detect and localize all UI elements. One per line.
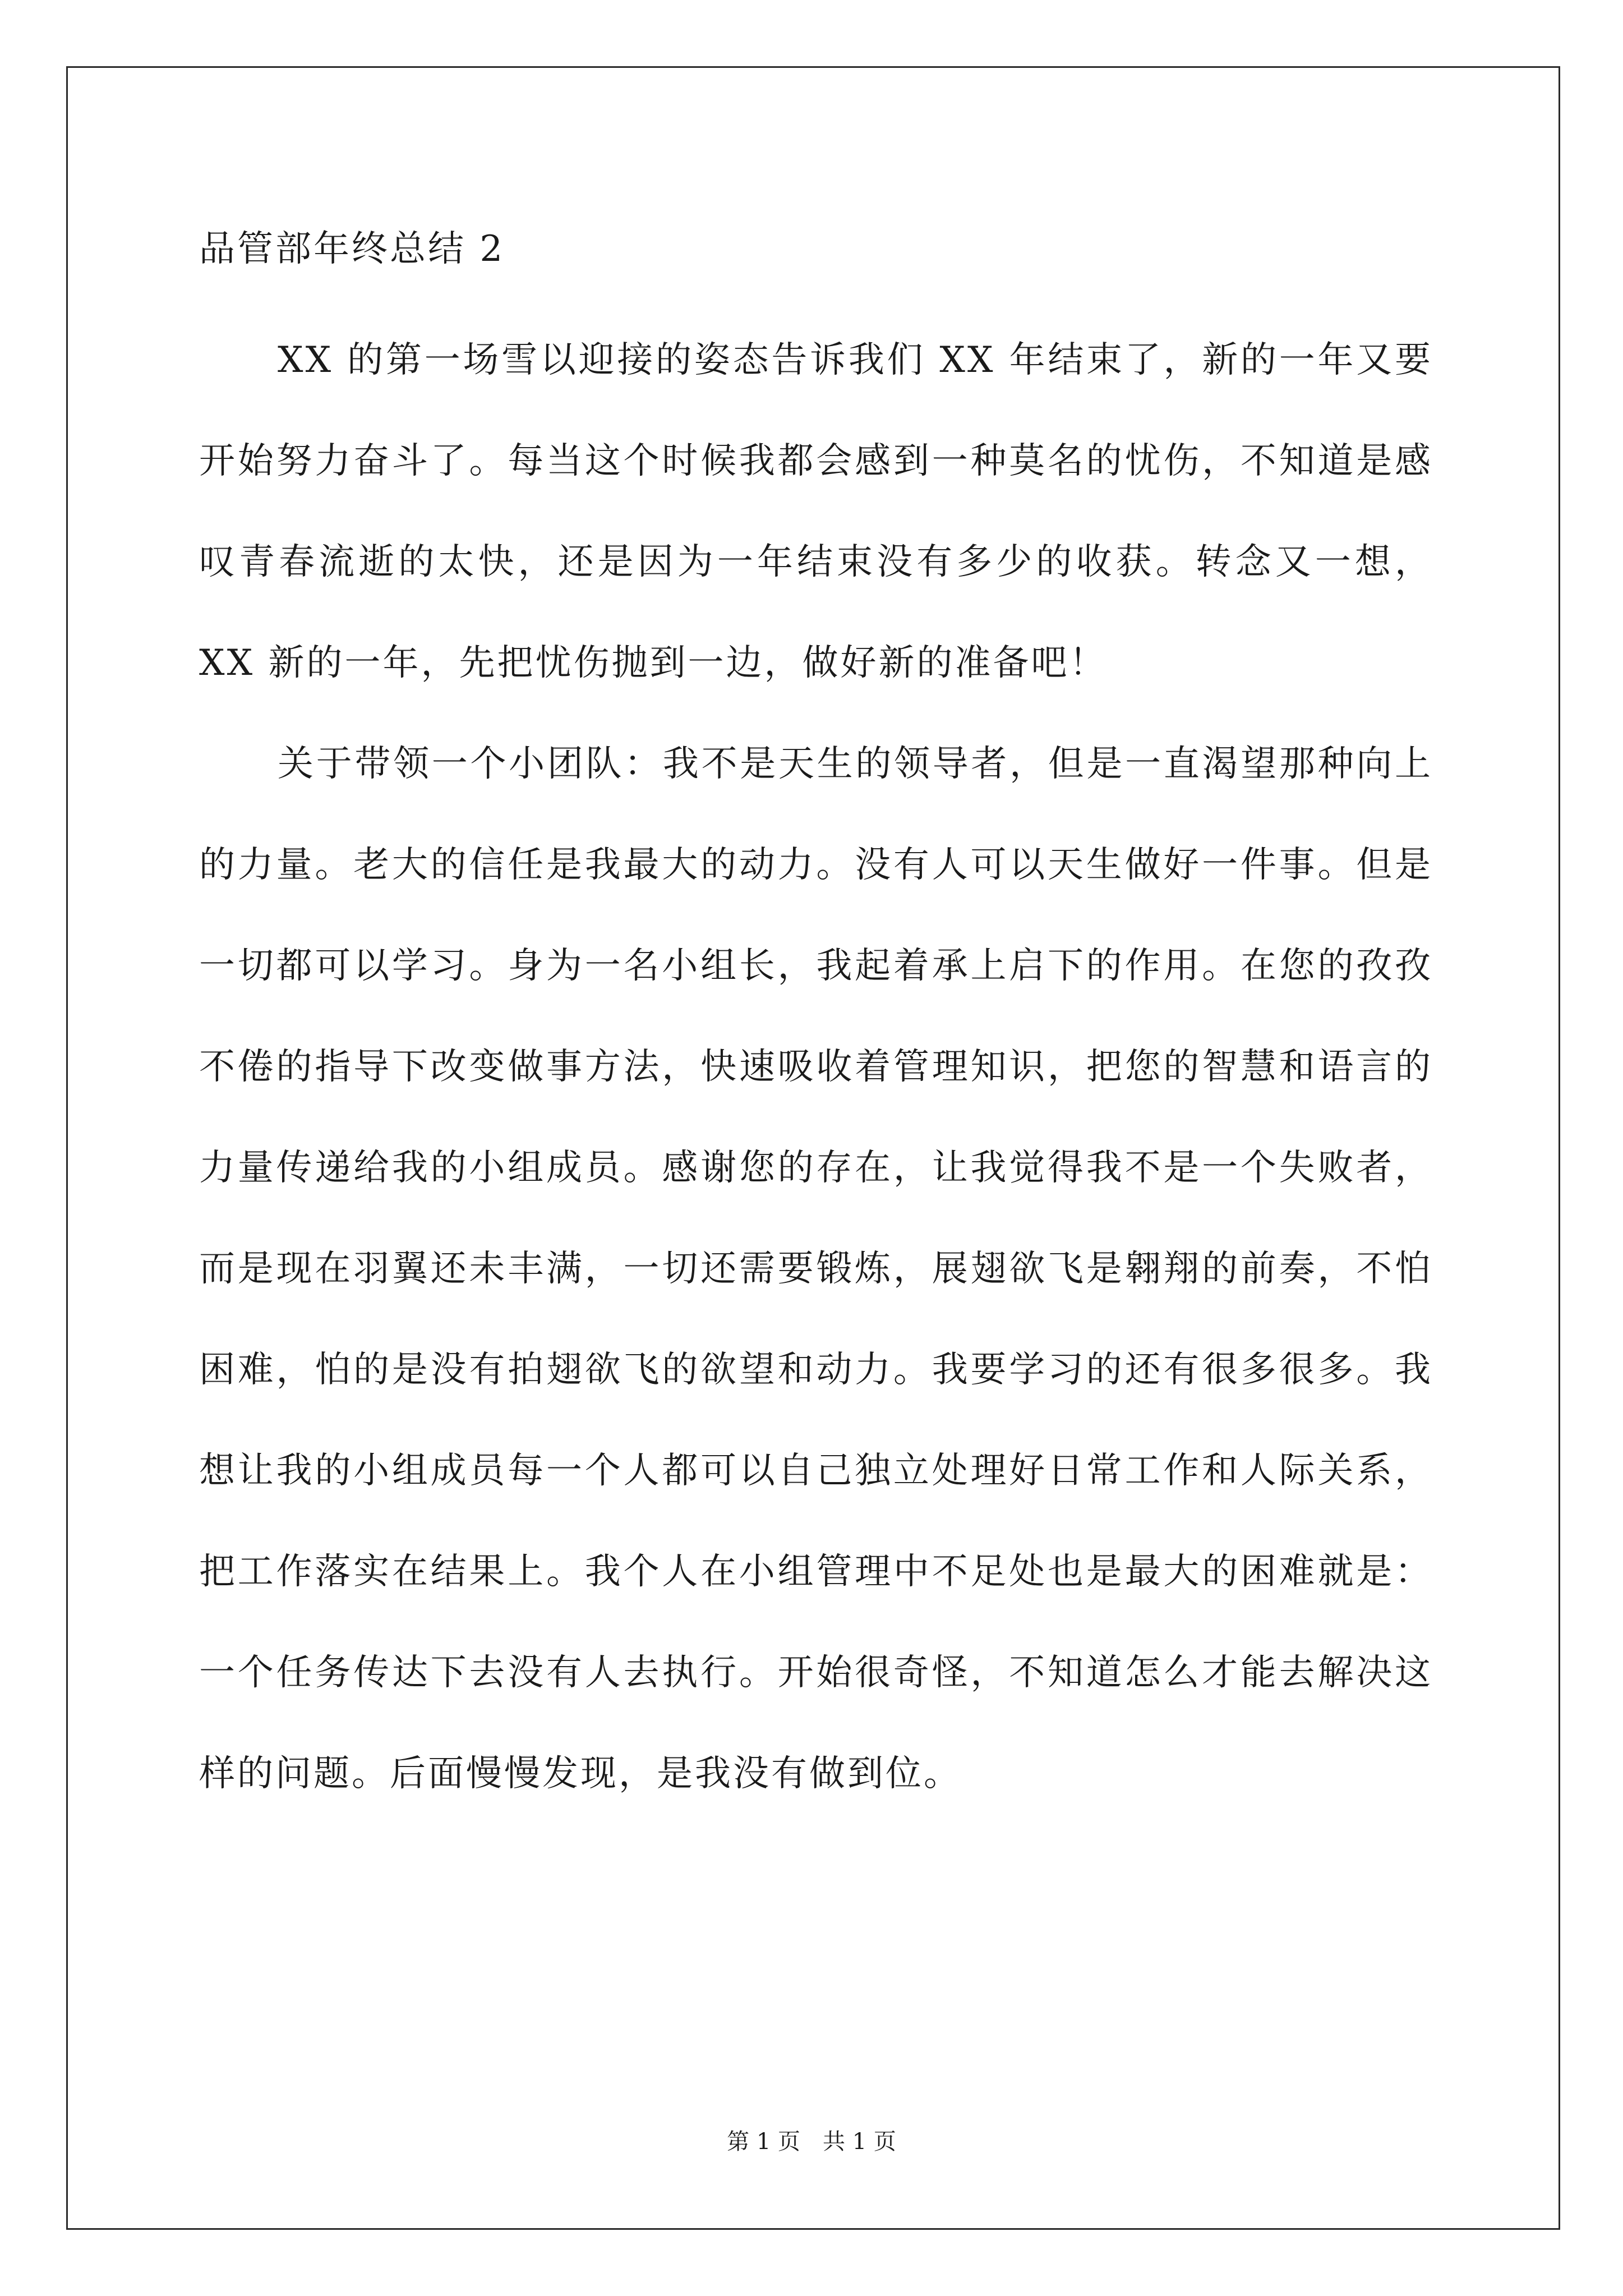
document-body [199,222,1433,1824]
paragraph-2: 关于带领一个小团队：我不是天生的领导者，但是一直渴望那种向上的力量。老大的信任是我最大的动力。没有人可以天生做好一件事。但是一切都可以学习。身为一名小组长，我起着承上启下的作用。在您的孜孜不倦的指导下改变做事方法，快速吸收着管理知识，把您的智慧和语言的力量传递给我的小组成员。感谢您的存在，让我觉得我不是一个失败者，而是现在羽翼还未丰满，一切还需要锻炼，展翅欲飞是翱翔的前奏，不怕困难，怕的是没有拍翅欲飞的欲望和动力。我要学习的还有很多很多。我想让我的小组成员每一个人都可以自己独立处理好日常工作和人际关系，把工作落实在结果上。我个人在小组管理中不足处也是最大的困难就是：一个任务传达下去没有人去执行。开始很奇怪，不知道怎么才能去解决这样的问题。后面慢慢发现，是我没有做到位。 [199,743,1433,1795]
document-title: 品管部年终总结 2 [199,228,505,270]
paragraph-1: XX 的第一场雪以迎接的姿态告诉我们 XX 年结束了，新的一年又要开始努力奋斗了。每当这个时候我都会感到一种莫名的忧伤，不知道是感叹青春流逝的太快，还是因为一年结束没有多少的收获。转念又一想，XX 新的一年，先把忧伤抛到一边，做好新的准备吧！ [199,339,1433,684]
page-footer: 第 1 页 共 1 页 [727,2129,896,2155]
